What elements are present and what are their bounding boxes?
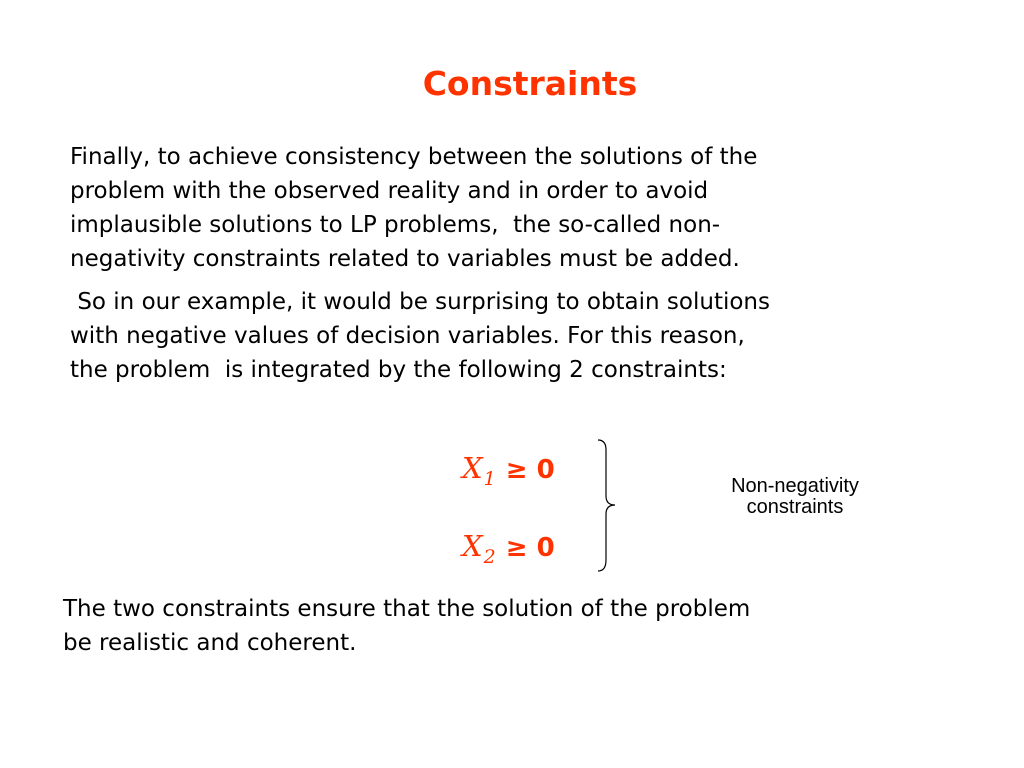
slide-title: Constraints	[422, 64, 638, 103]
constraint-x1-relation: ≥ 0	[505, 455, 555, 485]
example-paragraph: So in our example, it would be surprising to obtain solutions with negative values of decision variables. For this reason, the problem is integrated by the following 2 constraints:	[70, 289, 770, 383]
constraint-x2	[462, 528, 555, 568]
constraint-x2-relation: ≥ 0	[505, 533, 555, 563]
constraint-x1-variable: X	[462, 451, 483, 485]
constraint-x2-subscript: 2	[483, 546, 496, 568]
constraint-x2-variable: X	[462, 529, 483, 563]
constraint-x1	[462, 450, 555, 490]
brace-label-line-1: Non-negativity	[731, 475, 859, 497]
right-brace-icon	[596, 438, 626, 573]
brace-label-line-2: constraints	[746, 496, 844, 518]
brace-label	[700, 476, 890, 518]
intro-paragraph: Finally, to achieve consistency between the solutions of the problem with the observed reality and in order to avoid implausible solutions to LP problems, the so-called non- negativity constraints related to variables must be added.	[70, 144, 758, 272]
constraint-x1-subscript: 1	[483, 468, 496, 490]
conclusion-paragraph: The two constraints ensure that the solution of the problem be realistic and coherent.	[63, 596, 751, 656]
